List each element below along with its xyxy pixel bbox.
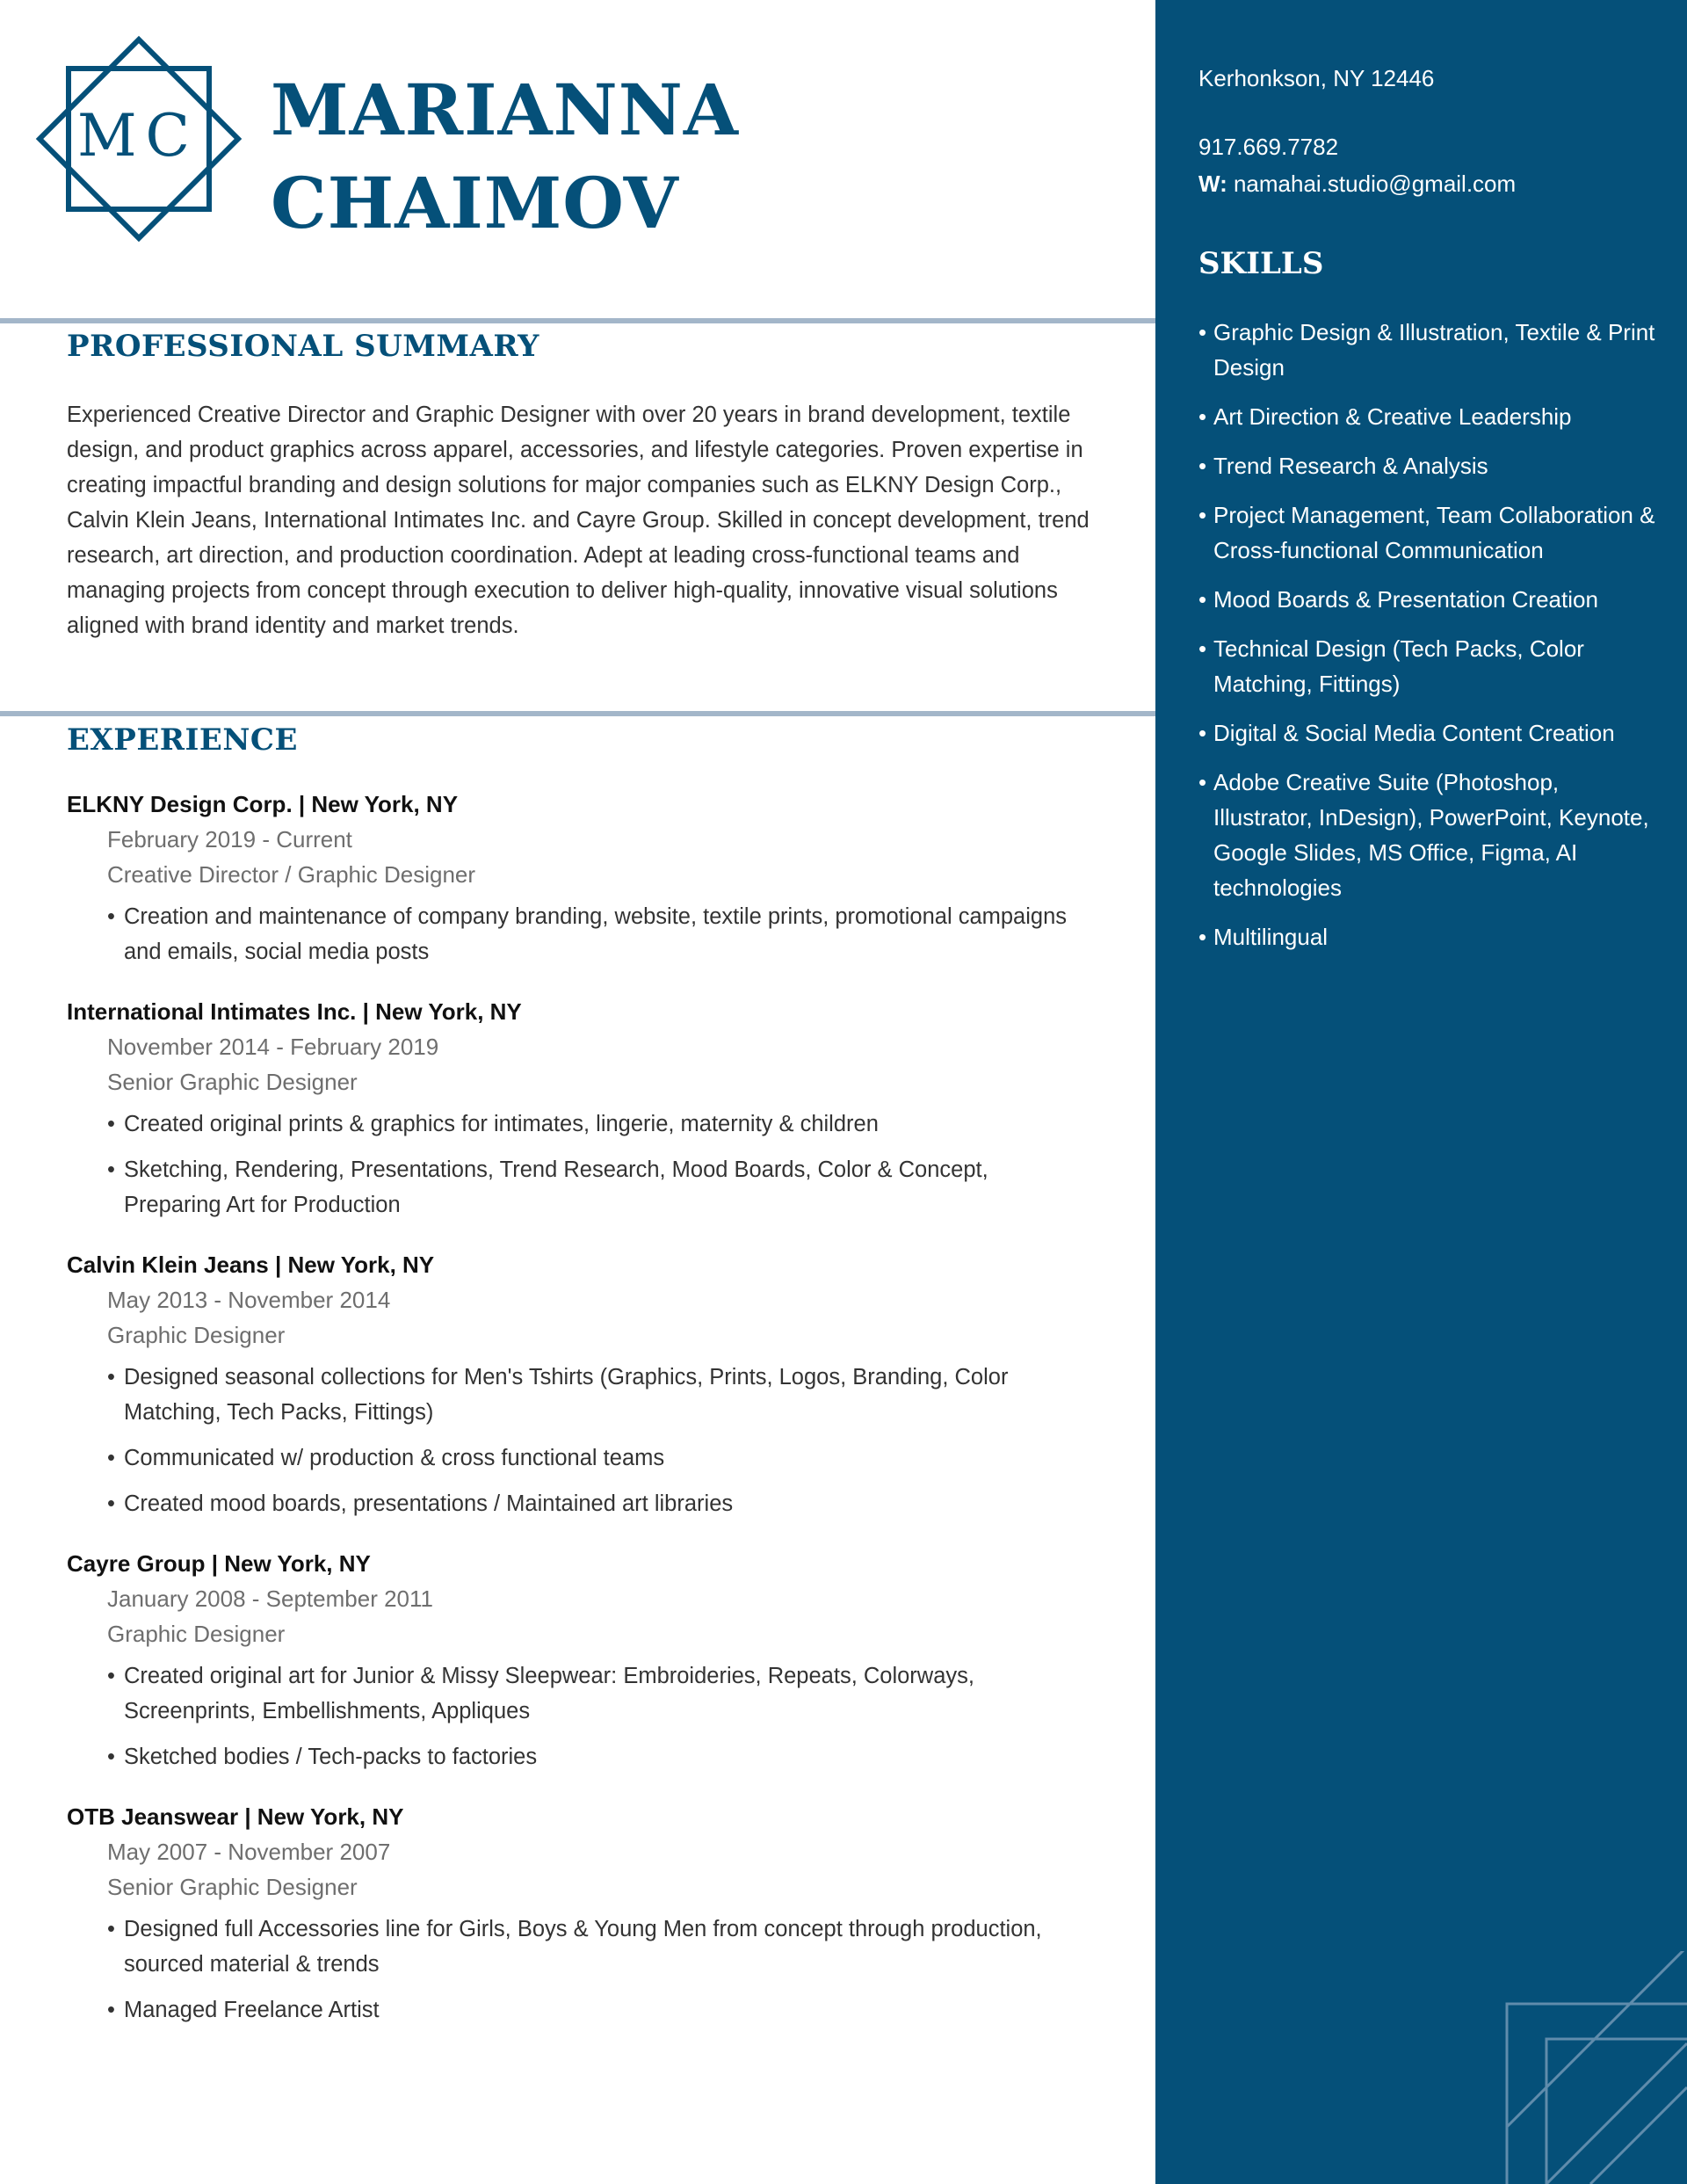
job-bullet: • Created mood boards, presentations / Maintained art libraries [107, 1486, 1074, 1521]
job-bullets [107, 1360, 1121, 1521]
monogram-text: MC [76, 102, 199, 170]
job-bullet: • Created original art for Junior & Missy Sleepwear: Embroideries, Repeats, Colorways, Screenprints, Embellishments, Appliques [107, 1658, 1074, 1729]
job-bullet: • Managed Freelance Artist [107, 1992, 1074, 2028]
job-dates: May 2007 - November 2007 [107, 1839, 391, 1865]
experience-heading: EXPERIENCE [67, 722, 298, 758]
job-bullets [107, 1912, 1121, 2028]
skill-item: • Mood Boards & Presentation Creation [1198, 582, 1664, 617]
job-title: Senior Graphic Designer [107, 1874, 358, 1900]
first-name: MARIANNA [271, 69, 739, 151]
contact-email[interactable]: namahai.studio@gmail.com [1233, 171, 1517, 197]
job-dates: January 2008 - September 2011 [107, 1585, 433, 1612]
last-name: CHAIMOV [271, 162, 679, 244]
job-entry [67, 1799, 1121, 2028]
job-bullet: • Creation and maintenance of company branding, website, textile prints, promotional campaigns and emails, social media posts [107, 899, 1074, 969]
skill-item: • Trend Research & Analysis [1198, 448, 1664, 483]
experience-divider [0, 711, 1155, 716]
job-title: Graphic Designer [107, 1322, 286, 1348]
job-bullet: • Communicated w/ production & cross functional teams [107, 1440, 1074, 1476]
job-bullets [107, 1658, 1121, 1774]
candidate-name [271, 63, 739, 250]
job-bullet: • Designed full Accessories line for Girls, Boys & Young Men from concept through production, sourced material & trends [107, 1912, 1074, 1982]
contact-phone[interactable]: 917.669.7782 [1198, 134, 1339, 160]
skill-item: • Art Direction & Creative Leadership [1198, 399, 1664, 434]
skill-item: • Digital & Social Media Content Creation [1198, 715, 1664, 751]
corner-decoration [1494, 1951, 1687, 2184]
contact-email-line [1198, 165, 1516, 202]
contact-location: Kerhonkson, NY 12446 [1198, 65, 1435, 91]
job-entry [67, 994, 1121, 1223]
skill-item: • Project Management, Team Collaboration & Cross-functional Communication [1198, 497, 1664, 568]
summary-heading: PROFESSIONAL SUMMARY [67, 329, 539, 364]
skill-item: • Technical Design (Tech Packs, Color Matching, Fittings) [1198, 631, 1664, 701]
job-employer: OTB Jeanswear | New York, NY [67, 1803, 404, 1830]
job-employer: ELKNY Design Corp. | New York, NY [67, 791, 459, 817]
job-dates: November 2014 - February 2019 [107, 1034, 439, 1060]
skills-heading: SKILLS [1198, 246, 1324, 281]
job-entry [67, 1546, 1121, 1774]
summary-paragraph: Experienced Creative Director and Graphic Designer with over 20 years in brand development, textile design, and product graphics across apparel, accessories, and lifestyle categories. Proven expertise in creating impactful branding and design solutions for major companies such as ELKNY Design Corp., Calvin Klein Jeans, International Intimates Inc. and Cayre Group. Skilled in concept development, trend research, art direction, and production coordination. Adept at leading cross-functional teams and managing projects from concept through execution to deliver high-quality, innovative visual solutions aligned with brand identity and market trends. [67, 403, 1090, 638]
web-label: W: [1198, 171, 1227, 197]
job-employer: Calvin Klein Jeans | New York, NY [67, 1252, 435, 1278]
job-employer: Cayre Group | New York, NY [67, 1550, 371, 1577]
job-entry [67, 1247, 1121, 1521]
job-bullet: • Designed seasonal collections for Men's Tshirts (Graphics, Prints, Logos, Branding, Color Matching, Tech Packs, Fittings) [107, 1360, 1074, 1430]
job-bullets [107, 899, 1121, 969]
job-dates: February 2019 - Current [107, 826, 352, 853]
job-employer: International Intimates Inc. | New York, NY [67, 998, 522, 1025]
skill-item: • Adobe Creative Suite (Photoshop, Illustrator, InDesign), PowerPoint, Keynote, Google Slides, MS Office, Figma, AI technologies [1198, 765, 1664, 905]
summary-divider [0, 318, 1155, 323]
job-dates: May 2013 - November 2014 [107, 1287, 391, 1313]
job-entry [67, 787, 1121, 969]
job-bullet: • Created original prints & graphics for intimates, lingerie, maternity & children [107, 1107, 1074, 1142]
job-title: Senior Graphic Designer [107, 1069, 358, 1095]
job-title: Creative Director / Graphic Designer [107, 861, 476, 888]
job-bullet: • Sketched bodies / Tech-packs to factories [107, 1739, 1074, 1774]
experience-list [67, 787, 1121, 2052]
job-bullet: • Sketching, Rendering, Presentations, Trend Research, Mood Boards, Color & Concept, Preparing Art for Production [107, 1152, 1074, 1223]
job-title: Graphic Designer [107, 1621, 286, 1647]
skill-item: • Multilingual [1198, 919, 1664, 954]
job-bullets [107, 1107, 1121, 1223]
skills-list [1198, 315, 1664, 969]
contact-block [1198, 60, 1516, 202]
skill-item: • Graphic Design & Illustration, Textile & Print Design [1198, 315, 1664, 385]
